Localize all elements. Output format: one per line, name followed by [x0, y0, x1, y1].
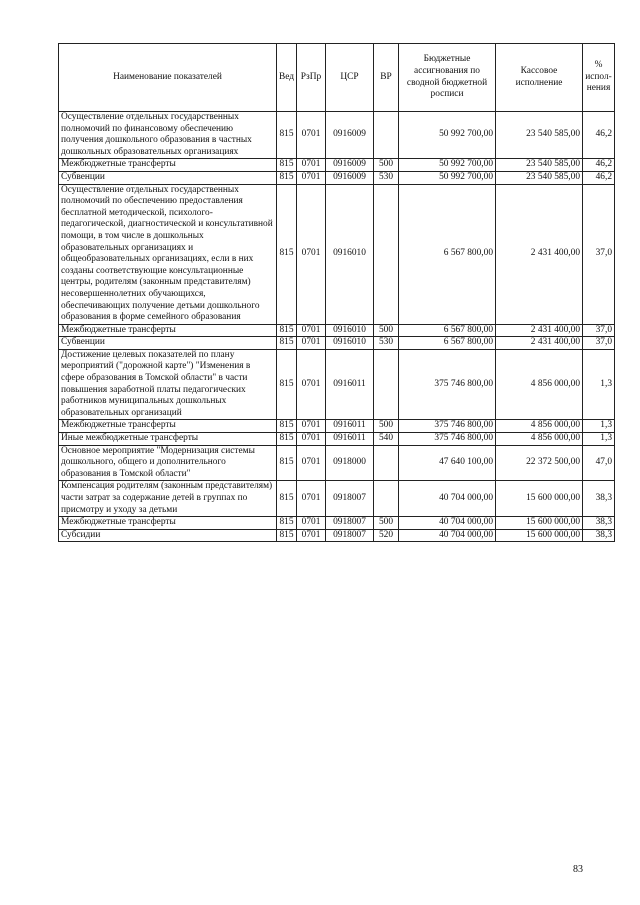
cell-pct: 37,0 [583, 337, 615, 350]
header-exec: Кассовое исполнение [496, 44, 583, 112]
cell-assign: 375 746 800,00 [399, 349, 496, 420]
cell-name: Межбюджетные трансферты [59, 159, 277, 172]
cell-assign: 40 704 000,00 [399, 481, 496, 517]
cell-csr: 0916011 [326, 420, 374, 433]
cell-name: Межбюджетные трансферты [59, 420, 277, 433]
cell-pct: 1,3 [583, 349, 615, 420]
cell-vr: 500 [374, 159, 399, 172]
cell-csr: 0916011 [326, 349, 374, 420]
cell-exec: 4 856 000,00 [496, 349, 583, 420]
cell-assign: 40 704 000,00 [399, 517, 496, 530]
cell-assign: 50 992 700,00 [399, 112, 496, 159]
cell-rzpr: 0701 [297, 159, 326, 172]
cell-ved: 815 [277, 171, 297, 184]
cell-name: Межбюджетные трансферты [59, 517, 277, 530]
table-row [59, 349, 615, 420]
budget-table [58, 43, 615, 542]
cell-csr: 0916009 [326, 159, 374, 172]
cell-ved: 815 [277, 324, 297, 337]
cell-assign: 40 704 000,00 [399, 529, 496, 542]
header-name: Наименование показателей [59, 44, 277, 112]
cell-vr: 500 [374, 517, 399, 530]
table-row [59, 529, 615, 542]
table-row [59, 337, 615, 350]
cell-pct: 38,3 [583, 481, 615, 517]
cell-name: Достижение целевых показателей по плану мероприятий ("дорожной карте") "Изменения в сфере образования в Томской области" в части повышения заработной платы педагогических работников муниципальных дошкольных образовательных организаций [59, 349, 277, 420]
cell-name: Осуществление отдельных государственных полномочий по обеспечению предоставления бесплатной методической, психолого-педагогической, диагностической и консультативной помощи, в том числе в дошкольных образовательных организациях и общеобразовательных организациях, если в них созданы соответствующие консультационные центры, родителям (законным представителям) несовершеннолетних обучающихся, обеспечивающих получение детьми дошкольного образования в форме семейного образования [59, 184, 277, 324]
cell-exec: 4 856 000,00 [496, 420, 583, 433]
cell-vr [374, 481, 399, 517]
table-row [59, 481, 615, 517]
cell-pct: 37,0 [583, 324, 615, 337]
cell-exec: 4 856 000,00 [496, 433, 583, 446]
cell-rzpr: 0701 [297, 324, 326, 337]
cell-ved: 815 [277, 445, 297, 481]
cell-vr [374, 184, 399, 324]
table-row [59, 112, 615, 159]
cell-name: Межбюджетные трансферты [59, 324, 277, 337]
cell-rzpr: 0701 [297, 420, 326, 433]
cell-vr [374, 112, 399, 159]
cell-ved: 815 [277, 337, 297, 350]
header-rzpr: РзПр [297, 44, 326, 112]
cell-exec: 23 540 585,00 [496, 159, 583, 172]
cell-name: Компенсация родителям (законным представителям) части затрат за содержание детей в группах по присмотру и уходу за детьми [59, 481, 277, 517]
cell-vr: 540 [374, 433, 399, 446]
cell-csr: 0918007 [326, 481, 374, 517]
cell-assign: 50 992 700,00 [399, 159, 496, 172]
table-row [59, 517, 615, 530]
cell-csr: 0918007 [326, 517, 374, 530]
cell-vr: 500 [374, 420, 399, 433]
cell-csr: 0916010 [326, 184, 374, 324]
cell-pct: 38,3 [583, 517, 615, 530]
cell-ved: 815 [277, 184, 297, 324]
table-row [59, 184, 615, 324]
cell-pct: 46,2 [583, 171, 615, 184]
cell-rzpr: 0701 [297, 445, 326, 481]
cell-csr: 0918007 [326, 529, 374, 542]
cell-pct: 46,2 [583, 159, 615, 172]
cell-vr: 530 [374, 171, 399, 184]
cell-exec: 2 431 400,00 [496, 324, 583, 337]
cell-assign: 47 640 100,00 [399, 445, 496, 481]
header-assign: Бюджетные ассигнования по сводной бюджетной росписи [399, 44, 496, 112]
cell-rzpr: 0701 [297, 433, 326, 446]
cell-name: Субвенции [59, 171, 277, 184]
cell-assign: 6 567 800,00 [399, 184, 496, 324]
cell-csr: 0916009 [326, 112, 374, 159]
cell-exec: 15 600 000,00 [496, 481, 583, 517]
cell-exec: 23 540 585,00 [496, 112, 583, 159]
cell-vr: 520 [374, 529, 399, 542]
cell-ved: 815 [277, 517, 297, 530]
cell-rzpr: 0701 [297, 112, 326, 159]
cell-name: Субвенции [59, 337, 277, 350]
cell-ved: 815 [277, 112, 297, 159]
cell-exec: 2 431 400,00 [496, 337, 583, 350]
cell-vr [374, 445, 399, 481]
cell-pct: 1,3 [583, 433, 615, 446]
table-row [59, 171, 615, 184]
cell-ved: 815 [277, 159, 297, 172]
cell-ved: 815 [277, 433, 297, 446]
header-pct: % испол-нения [583, 44, 615, 112]
cell-exec: 22 372 500,00 [496, 445, 583, 481]
cell-pct: 1,3 [583, 420, 615, 433]
cell-rzpr: 0701 [297, 171, 326, 184]
cell-rzpr: 0701 [297, 184, 326, 324]
cell-name: Иные межбюджетные трансферты [59, 433, 277, 446]
table-row [59, 433, 615, 446]
cell-csr: 0918000 [326, 445, 374, 481]
cell-rzpr: 0701 [297, 349, 326, 420]
cell-vr: 530 [374, 337, 399, 350]
cell-rzpr: 0701 [297, 529, 326, 542]
cell-csr: 0916011 [326, 433, 374, 446]
cell-ved: 815 [277, 420, 297, 433]
cell-assign: 375 746 800,00 [399, 433, 496, 446]
cell-ved: 815 [277, 349, 297, 420]
cell-pct: 38,3 [583, 529, 615, 542]
cell-exec: 2 431 400,00 [496, 184, 583, 324]
cell-pct: 37,0 [583, 184, 615, 324]
cell-pct: 47,0 [583, 445, 615, 481]
table-row [59, 445, 615, 481]
cell-vr: 500 [374, 324, 399, 337]
cell-name: Субсидии [59, 529, 277, 542]
cell-name: Основное мероприятие "Модернизация системы дошкольного, общего и дополнительного образования в Томской области" [59, 445, 277, 481]
cell-pct: 46,2 [583, 112, 615, 159]
cell-assign: 375 746 800,00 [399, 420, 496, 433]
table-row [59, 324, 615, 337]
cell-rzpr: 0701 [297, 517, 326, 530]
header-row [59, 44, 615, 112]
cell-csr: 0916010 [326, 337, 374, 350]
cell-assign: 50 992 700,00 [399, 171, 496, 184]
cell-ved: 815 [277, 481, 297, 517]
cell-assign: 6 567 800,00 [399, 324, 496, 337]
cell-csr: 0916009 [326, 171, 374, 184]
page-number: 83 [573, 864, 583, 875]
cell-rzpr: 0701 [297, 337, 326, 350]
cell-csr: 0916010 [326, 324, 374, 337]
header-csr: ЦСР [326, 44, 374, 112]
cell-vr [374, 349, 399, 420]
table-row [59, 159, 615, 172]
cell-ved: 815 [277, 529, 297, 542]
header-vr: ВР [374, 44, 399, 112]
cell-assign: 6 567 800,00 [399, 337, 496, 350]
header-ved: Вед [277, 44, 297, 112]
table-row [59, 420, 615, 433]
cell-exec: 15 600 000,00 [496, 529, 583, 542]
cell-rzpr: 0701 [297, 481, 326, 517]
cell-name: Осуществление отдельных государственных полномочий по финансовому обеспечению получения дошкольного образования в частных дошкольных образовательных организациях [59, 112, 277, 159]
cell-exec: 15 600 000,00 [496, 517, 583, 530]
cell-exec: 23 540 585,00 [496, 171, 583, 184]
